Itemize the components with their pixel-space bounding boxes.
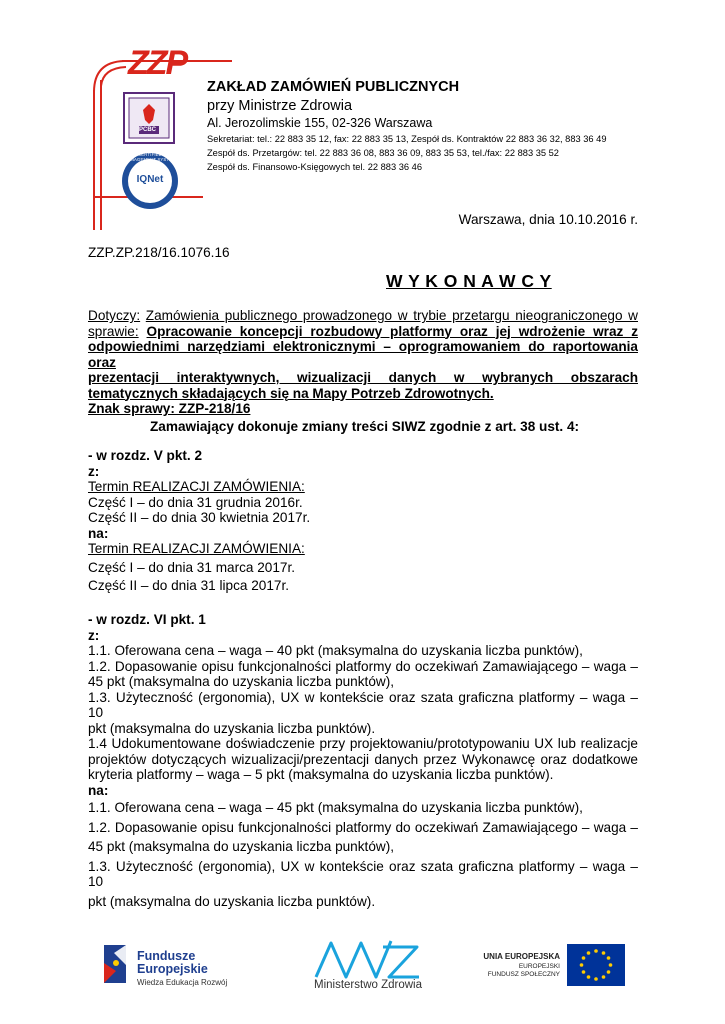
- mz-name: Ministerstwo Zdrowia: [314, 979, 422, 991]
- subject-line-2a: sprawie:: [88, 323, 139, 339]
- fe-program: Wiedza Edukacja Rozwój: [137, 978, 228, 987]
- section2-from-label: z:: [88, 627, 100, 643]
- pcbc-label: PCBC: [139, 127, 157, 133]
- header-frame-inner-left: [100, 80, 102, 230]
- header-frame-left: [93, 90, 95, 230]
- section1-to-label: na:: [88, 525, 109, 541]
- recipient: W Y K O N A W C Y: [386, 271, 552, 291]
- criterion-old-1-4a: 1.4 Udokumentowane doświadczenie przy projektowaniu/prototypowaniu UX lub realizacje: [88, 736, 638, 751]
- zzp-logo: ZZP: [128, 44, 187, 82]
- section1-term-new: Termin REALIZACJI ZAMÓWIENIA:: [88, 541, 305, 556]
- ministerstwo-zdrowia-logo-icon: [313, 937, 423, 979]
- section1-old-part1: Część I – do dnia 31 grudnia 2016r.: [88, 494, 303, 510]
- section1-term-old: Termin REALIZACJI ZAMÓWIENIA:: [88, 479, 305, 494]
- section1-new-part2: Część II – do dnia 31 lipca 2017r.: [88, 578, 290, 593]
- place-date: Warszawa, dnia 10.10.2016 r.: [458, 212, 638, 227]
- criterion-new-1-1: 1.1. Oferowana cena – waga – 45 pkt (maksymalna do uzyskania liczba punktów),: [88, 800, 583, 815]
- reference-number: ZZP.ZP.218/16.1076.16: [88, 245, 230, 260]
- section-deadlines: [88, 448, 638, 594]
- subject-line-2b: Opracowanie koncepcji rozbudowy platformy oraz jej wdrożenie wraz z: [146, 323, 638, 339]
- subject-block: [88, 308, 638, 417]
- criterion-old-1-3a: 1.3. Użyteczność (ergonomia), UX w kontekście oraz szata graficzna platformy – waga – 10: [88, 689, 638, 720]
- subject-line-3: odpowiednimi narzędziami elektronicznymi – oprogramowaniem do raportowania oraz: [88, 339, 638, 370]
- subject-line-4: prezentacji interaktywnych, wizualizacji danych w wybranych obszarach: [88, 370, 638, 385]
- iqnet-label: IQNet: [136, 174, 164, 185]
- section1-from-label: z:: [88, 463, 100, 479]
- fe-title-2: Europejskie: [137, 962, 208, 976]
- institution-name: ZAKŁAD ZAMÓWIEŃ PUBLICZNYCH: [207, 79, 460, 95]
- section1-old-part2: Część II – do dnia 30 kwietnia 2017r.: [88, 510, 311, 525]
- criterion-new-1-2b: 45 pkt (maksymalna do uzyskania liczba punktów),: [88, 839, 394, 854]
- case-number: Znak sprawy: ZZP-218/16: [88, 401, 251, 416]
- subject-label: Dotyczy:: [88, 308, 141, 323]
- subject-line-1: Zamówienia publicznego prowadzonego w trybie przetargu nieograniczonego w: [145, 308, 638, 323]
- contact-secretariat: Sekretariat: tel.: 22 883 35 12, fax: 22 883 35 13, Zespół ds. Kontraktów 22 883 36 32, 883 36 49: [207, 134, 607, 144]
- criterion-old-1-2b: 45 pkt (maksymalna do uzyskania liczba punktów),: [88, 674, 394, 689]
- criterion-old-1-2a: 1.2. Dopasowanie opisu funkcjonalności platformy do oczekiwań Zamawiającego – waga –: [88, 658, 638, 674]
- section1-new-part1: Część I – do dnia 31 marca 2017r.: [88, 559, 296, 575]
- contact-tenders: Zespół ds. Przetargów: tel. 22 883 36 08, 883 36 09, 883 35 53, tel./fax: 22 883 35 52: [207, 148, 559, 158]
- criterion-old-1-4b: projektów dotyczących wizualizacji/prezentacji danych przez Wykonawcę oraz dodatkowe: [88, 751, 638, 767]
- section-criteria: [88, 612, 638, 909]
- fe-title-1: Fundusze: [137, 949, 196, 963]
- ministry-name: przy Ministrze Zdrowia: [207, 98, 353, 114]
- fundusze-europejskie-icon: [100, 941, 130, 987]
- section1-heading: - w rozdz. V pkt. 2: [88, 448, 203, 463]
- criterion-new-1-3a: 1.3. Użyteczność (ergonomia), UX w kontekście oraz szata graficzna platformy – waga – 10: [88, 858, 638, 889]
- criterion-old-1-3b: pkt (maksymalna do uzyskania liczba punktów).: [88, 720, 376, 736]
- section2-to-label: na:: [88, 782, 109, 798]
- address: Al. Jerozolimskie 155, 02-326 Warszawa: [207, 116, 433, 130]
- criterion-new-1-2a: 1.2. Dopasowanie opisu funkcjonalności platformy do oczekiwań Zamawiającego – waga –: [88, 819, 638, 835]
- eu-label-1: UNIA EUROPEJSKA: [483, 952, 560, 961]
- eu-label-3: FUNDUSZ SPOŁECZNY: [487, 971, 560, 978]
- eu-label-2: EUROPEJSKI: [518, 963, 560, 970]
- contact-finance: Zespół ds. Finansowo-Księgowych tel. 22 883 36 46: [207, 162, 422, 172]
- criterion-old-1-4c: kryteria platformy – waga – 5 pkt (maksymalna do uzyskania liczba punktów).: [88, 767, 554, 782]
- section2-heading: - w rozdz. VI pkt. 1: [88, 612, 206, 627]
- subject-line-5: tematycznych składających się na Mapy Potrzeb Zdrowotnych.: [88, 385, 494, 401]
- eagle-emblem-icon: [125, 94, 173, 142]
- eu-flag-icon: [567, 944, 625, 986]
- intro-statement: Zamawiający dokonuje zmiany treści SIWZ zgodnie z art. 38 ust. 4:: [150, 419, 580, 434]
- pcbc-certificate-logo: [123, 92, 175, 144]
- cert-ring-text: CERTIFIED MANAGEMENT SYSTEM: [124, 152, 176, 162]
- criterion-new-1-3b: pkt (maksymalna do uzyskania liczba punktów).: [88, 893, 376, 909]
- criterion-old-1-1: 1.1. Oferowana cena – waga – 40 pkt (maksymalna do uzyskania liczba punktów),: [88, 643, 583, 658]
- iqnet-certificate-logo: [122, 153, 178, 209]
